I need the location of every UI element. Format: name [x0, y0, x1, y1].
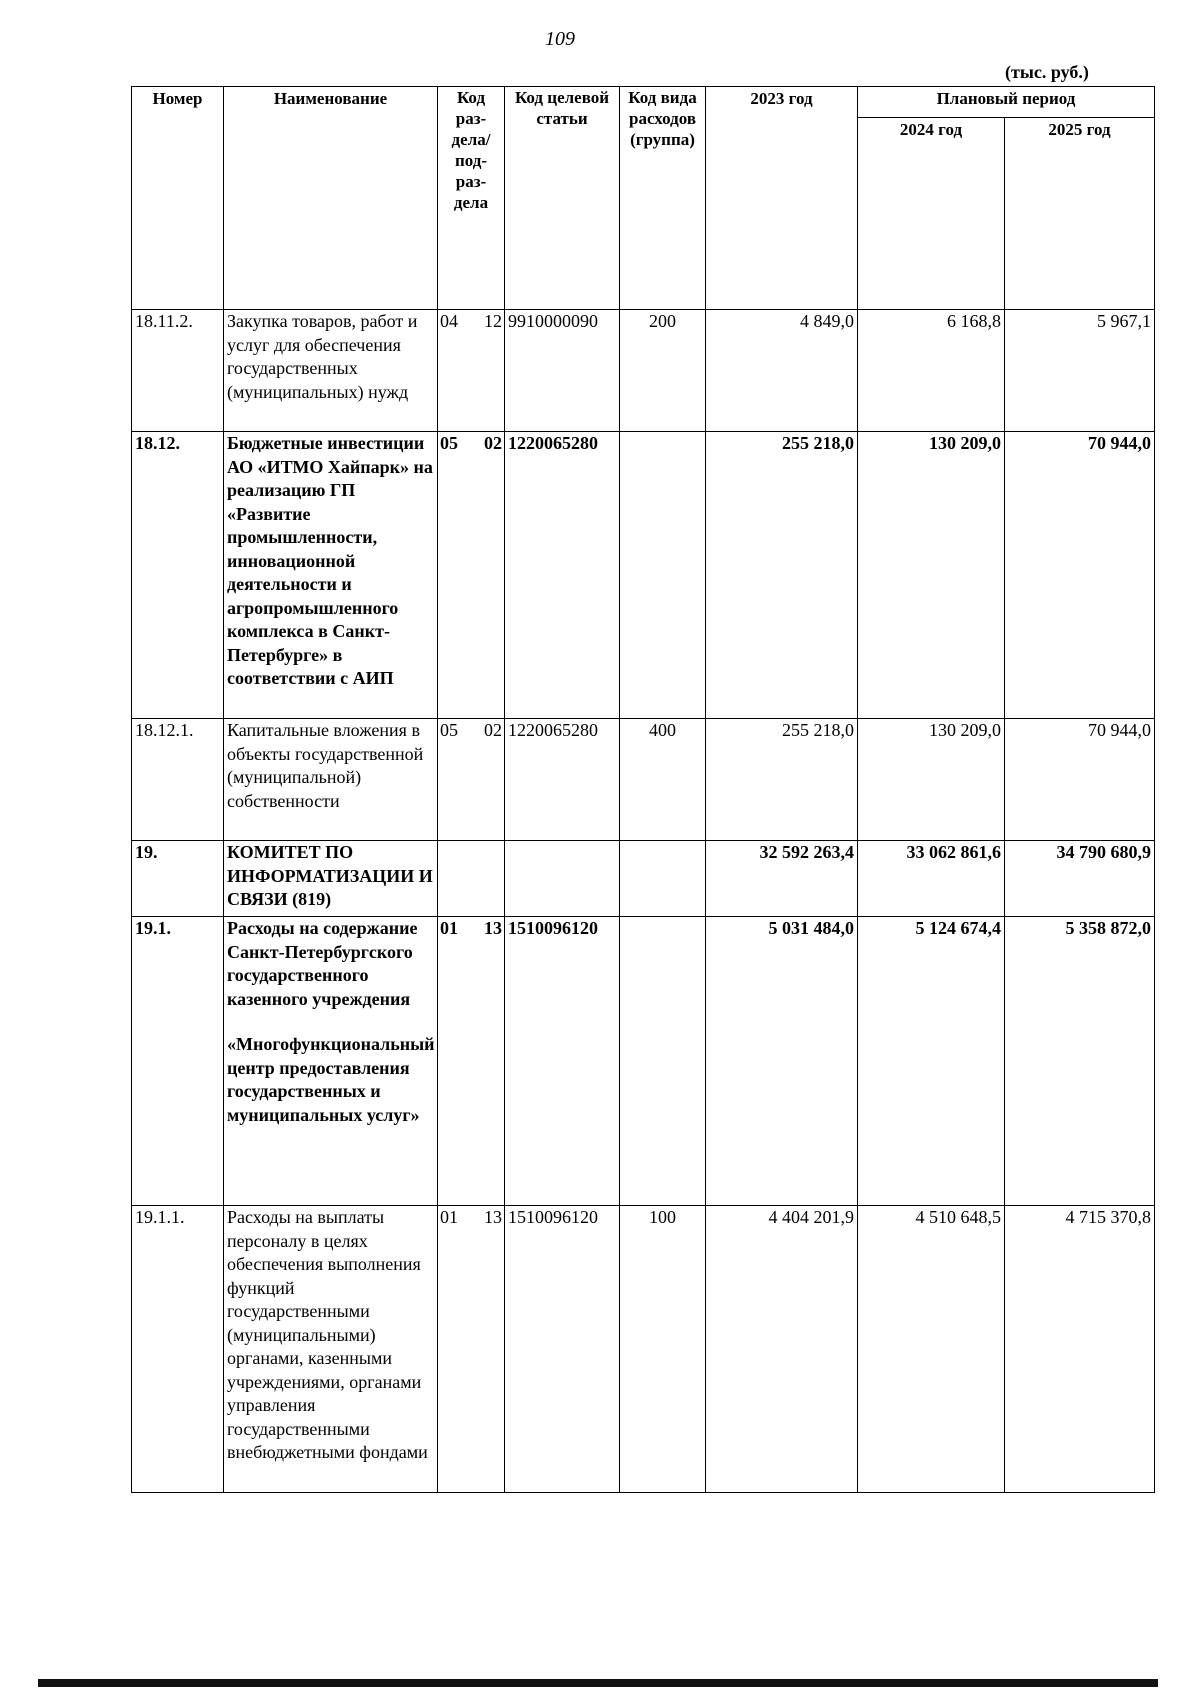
row-number: 19. — [132, 841, 224, 917]
row-2025: 5 967,1 — [1005, 310, 1155, 432]
row-target-code: 1220065280 — [505, 719, 620, 841]
row-target-code: 1220065280 — [505, 432, 620, 719]
row-section-code — [438, 917, 505, 1206]
row-section-code — [438, 719, 505, 841]
budget-table — [131, 86, 1155, 1493]
row-target-code: 1510096120 — [505, 917, 620, 1206]
row-number: 18.12.1. — [132, 719, 224, 841]
row-2023: 255 218,0 — [706, 719, 858, 841]
row-target-code: 1510096120 — [505, 1206, 620, 1493]
table-row — [132, 432, 1155, 719]
row-name-continuation: «Многофункциональный центр предоставления государственных и муниципальных услуг» — [227, 1034, 435, 1125]
row-kind-code: 100 — [620, 1206, 706, 1493]
row-kind-code — [620, 917, 706, 1206]
row-section-code — [438, 1206, 505, 1493]
row-name: Бюджетные инвестиции АО «ИТМО Хайпарк» на реализацию ГП «Развитие промышленности, инновационной деятельности и агропромышленного комплекса в Санкт-Петербурге» в соответствии с АИП — [224, 432, 438, 719]
row-2025: 70 944,0 — [1005, 719, 1155, 841]
page-number: 109 — [545, 28, 575, 50]
row-2024: 5 124 674,4 — [858, 917, 1005, 1206]
row-name: Закупка товаров, работ и услуг для обеспечения государственных (муниципальных) нужд — [224, 310, 438, 432]
row-2025: 34 790 680,9 — [1005, 841, 1155, 917]
row-2023: 4 849,0 — [706, 310, 858, 432]
header-number: Номер — [132, 87, 224, 310]
row-section: 01 — [440, 1207, 458, 1227]
row-number: 19.1. — [132, 917, 224, 1206]
row-section: 05 — [440, 433, 458, 453]
row-2025: 70 944,0 — [1005, 432, 1155, 719]
row-2024: 130 209,0 — [858, 432, 1005, 719]
row-2024: 4 510 648,5 — [858, 1206, 1005, 1493]
row-subsection: 02 — [484, 720, 502, 740]
table-row — [132, 1206, 1155, 1493]
row-2025: 4 715 370,8 — [1005, 1206, 1155, 1493]
row-section: 05 — [440, 720, 458, 740]
table-row — [132, 917, 1155, 1206]
row-2024: 33 062 861,6 — [858, 841, 1005, 917]
row-2023: 32 592 263,4 — [706, 841, 858, 917]
table-row — [132, 841, 1155, 917]
row-name: Капитальные вложения в объекты государственной (муниципальной) собственности — [224, 719, 438, 841]
row-section-code — [438, 310, 505, 432]
header-2025: 2025 год — [1005, 118, 1155, 310]
row-section-code — [438, 841, 505, 917]
header-section: Код раз-дела/ под-раз-дела — [438, 87, 505, 310]
row-number: 18.12. — [132, 432, 224, 719]
row-2023: 4 404 201,9 — [706, 1206, 858, 1493]
row-2023: 5 031 484,0 — [706, 917, 858, 1206]
row-kind-code: 400 — [620, 719, 706, 841]
row-name: Расходы на выплаты персоналу в целях обеспечения выполнения функций государственными (муниципальными) органами, казенными учреждениями, органами управления государственными внебюджетными фондами — [224, 1206, 438, 1493]
row-section: 01 — [440, 918, 458, 938]
row-2024: 6 168,8 — [858, 310, 1005, 432]
row-subsection: 13 — [484, 1207, 502, 1227]
row-name-cell — [224, 917, 438, 1206]
row-target-code — [505, 841, 620, 917]
row-kind-code — [620, 432, 706, 719]
header-2023: 2023 год — [706, 87, 858, 310]
table-row — [132, 719, 1155, 841]
header-2024: 2024 год — [858, 118, 1005, 310]
header-row — [132, 87, 1155, 118]
row-subsection: 02 — [484, 433, 502, 453]
header-target: Код целевой статьи — [505, 87, 620, 310]
row-2023: 255 218,0 — [706, 432, 858, 719]
row-section-code — [438, 432, 505, 719]
row-target-code: 9910000090 — [505, 310, 620, 432]
header-plan-period: Плановый период — [858, 87, 1155, 118]
header-kind: Код вида расходов (группа) — [620, 87, 706, 310]
row-number: 19.1.1. — [132, 1206, 224, 1493]
row-section: 04 — [440, 311, 458, 331]
row-subsection: 13 — [484, 918, 502, 938]
row-name: Расходы на содержание Санкт-Петербургского государственного казенного учреждения — [227, 918, 418, 1009]
row-name: КОМИТЕТ ПО ИНФОРМАТИЗАЦИИ И СВЯЗИ (819) — [224, 841, 438, 917]
page-bottom-rule — [38, 1679, 1158, 1687]
row-number: 18.11.2. — [132, 310, 224, 432]
header-name: Наименование — [224, 87, 438, 310]
name-spacer — [227, 1011, 434, 1033]
row-subsection: 12 — [484, 311, 502, 331]
row-kind-code — [620, 841, 706, 917]
row-2024: 130 209,0 — [858, 719, 1005, 841]
row-kind-code: 200 — [620, 310, 706, 432]
table-row — [132, 310, 1155, 432]
units-label: (тыс. руб.) — [1005, 62, 1089, 82]
row-2025: 5 358 872,0 — [1005, 917, 1155, 1206]
